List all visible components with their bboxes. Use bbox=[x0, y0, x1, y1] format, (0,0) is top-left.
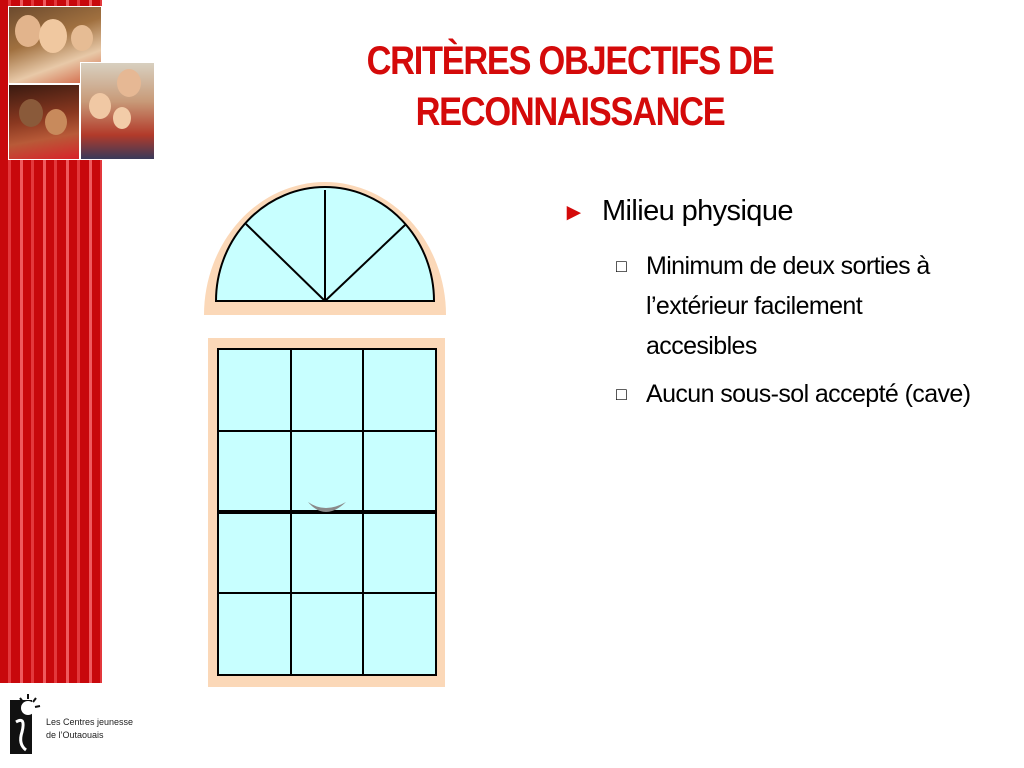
title-line-2: RECONNAISSANCE bbox=[415, 90, 725, 134]
org-name bbox=[46, 716, 133, 742]
family-photo-3 bbox=[80, 62, 155, 160]
bullet-level1-text: Milieu physique bbox=[602, 195, 793, 227]
slide-title bbox=[338, 36, 802, 138]
sub-bullet-item bbox=[616, 246, 982, 366]
sub-bullet-text: Minimum de deux sorties à l’extérieur facilement accesibles bbox=[646, 252, 930, 360]
family-photo-2 bbox=[8, 84, 80, 160]
org-name-line-1: Les Centres jeunesse bbox=[46, 717, 134, 727]
title-line-1: CRITÈRES OBJECTIFS DE bbox=[366, 39, 774, 83]
sub-bullet-text: Aucun sous-sol accepté (cave) bbox=[646, 380, 971, 408]
window-illustration bbox=[200, 175, 450, 687]
bullet-level1 bbox=[562, 192, 982, 232]
triangle-bullet-icon: ► bbox=[562, 199, 586, 226]
org-logo-icon bbox=[8, 692, 48, 756]
sub-bullet-item bbox=[616, 374, 982, 414]
sub-bullet-list bbox=[562, 246, 982, 414]
square-bullet-icon: □ bbox=[616, 384, 627, 404]
org-name-line-2: de l’Outaouais bbox=[46, 730, 104, 740]
square-bullet-icon: □ bbox=[616, 256, 627, 276]
bullet-content bbox=[562, 192, 982, 422]
